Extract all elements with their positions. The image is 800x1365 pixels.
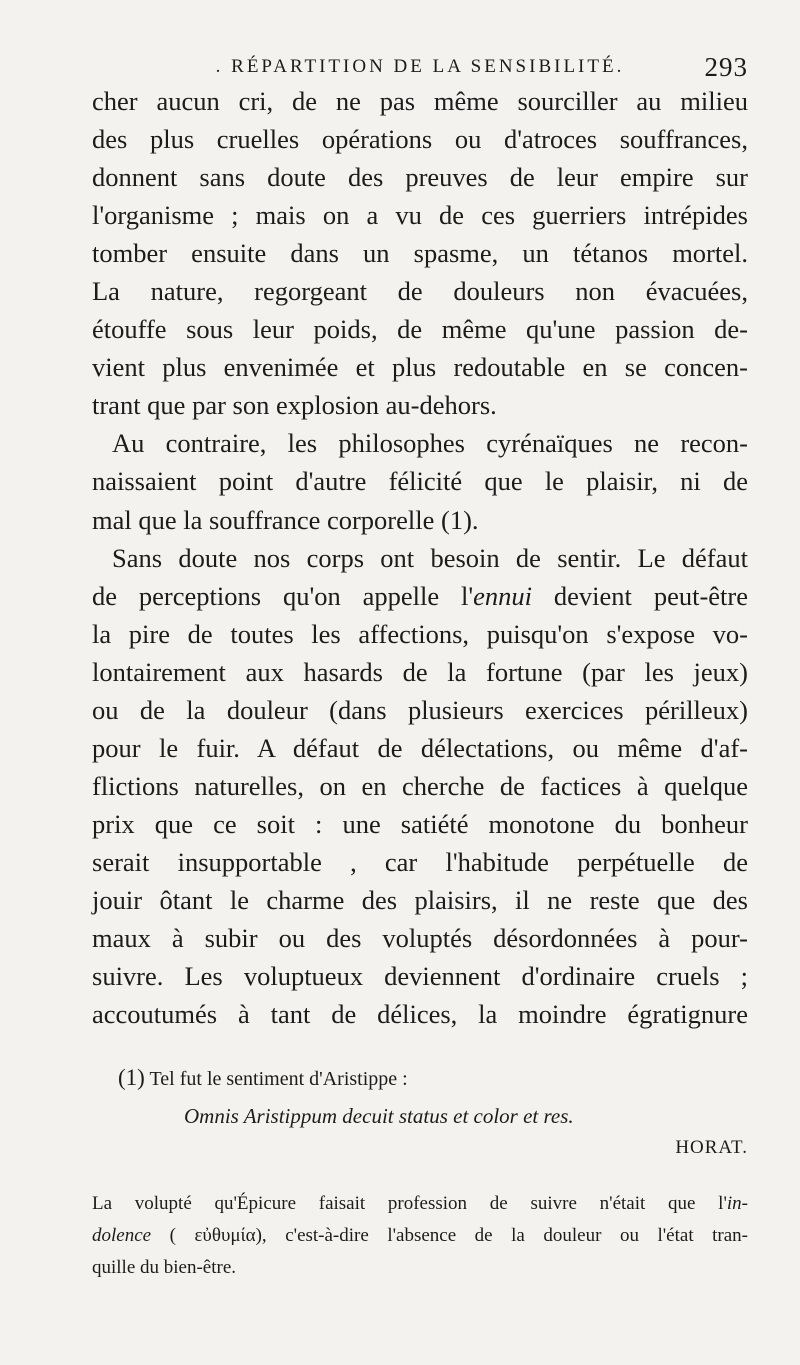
- italic-word: ennui: [473, 580, 533, 611]
- footnote-line: quille du bien-être.: [92, 1257, 237, 1278]
- text-line: l'organisme ; mais on a vu de ces guerriers intrépides: [92, 200, 748, 231]
- italic-word: dolence: [92, 1225, 152, 1246]
- footnotes: [92, 1062, 748, 1284]
- text-fragment: devient peut-être: [532, 580, 748, 611]
- text-line: suivre. Les voluptueux deviennent d'ordinaire cruels ;: [92, 961, 748, 992]
- footnote-line: [92, 1188, 748, 1220]
- text-fragment: de perceptions qu'on appelle l': [92, 580, 474, 611]
- text-line: maux à subir ou des voluptés désordonnées à pour-: [92, 923, 748, 954]
- italic-word: in-: [726, 1193, 748, 1214]
- text-line: serait insupportable , car l'habitude perpétuelle de: [92, 846, 748, 877]
- text-fragment: La volupté qu'Épicure faisait profession de suivre n'était que l': [92, 1193, 727, 1214]
- text-line: naissaient point d'autre félicité que le plaisir, ni de: [92, 466, 748, 497]
- footnote-marker: (1): [118, 1065, 145, 1090]
- text-line: accoutumés à tant de délices, la moindre égratignure: [92, 999, 748, 1030]
- text-line: mal que la souffrance corporelle (1).: [92, 504, 479, 535]
- page-number: 293: [704, 52, 748, 82]
- footnote-quote: Omnis Aristippum decuit status et color et res.: [184, 1104, 574, 1128]
- text-line: ou de la douleur (dans plusieurs exercices périlleux): [92, 694, 748, 725]
- body-text: [92, 82, 748, 1033]
- text-line: lontairement aux hasards de la fortune (par les jeux): [92, 656, 748, 687]
- text-line: cher aucun cri, de ne pas même sourciller au milieu: [92, 86, 748, 116]
- running-head: [92, 52, 748, 82]
- text-line: prix que ce soit : une satiété monotone du bonheur: [92, 808, 748, 839]
- text-line: jouir ôtant le charme des plaisirs, il ne reste que des: [92, 884, 748, 915]
- footnote-line: [92, 1220, 748, 1252]
- text-line: pour le fuir. A défaut de délectations, ou même d'af-: [92, 732, 748, 763]
- text-line: Au contraire, les philosophes cyrénaïques ne recon-: [112, 428, 748, 459]
- text-line: vient plus envenimée et plus redoutable en se concen-: [92, 352, 748, 383]
- footnote-lead: [92, 1062, 748, 1094]
- text-line: la pire de toutes les affections, puisqu'on s'expose vo-: [92, 618, 748, 649]
- text-line: tomber ensuite dans un spasme, un tétanos mortel.: [92, 238, 748, 269]
- footnote-lead-text: Tel fut le sentiment d'Aristippe :: [149, 1068, 408, 1090]
- text-line: des plus cruelles opérations ou d'atroces souffrances,: [92, 124, 748, 155]
- text-fragment: ( εὐθυμία), c'est-à-dire l'absence de la douleur ou l'état tran-: [151, 1225, 748, 1246]
- text-line: étouffe sous leur poids, de même qu'une passion de-: [92, 314, 748, 345]
- running-title: . RÉPARTITION DE LA SENSIBILITÉ.: [215, 56, 625, 77]
- text-line: Sans doute nos corps ont besoin de sentir. Le défaut: [112, 542, 748, 573]
- text-line: donnent sans doute des preuves de leur empire sur: [92, 162, 748, 193]
- footnote-author: HORAT.: [675, 1137, 748, 1158]
- text-line: La nature, regorgeant de douleurs non évacuées,: [92, 276, 748, 307]
- footnote-paragraph: [92, 1188, 748, 1284]
- text-line: [92, 577, 748, 615]
- text-line: trant que par son explosion au-dehors.: [92, 390, 497, 421]
- text-line: flictions naturelles, on en cherche de factices à quelque: [92, 770, 748, 801]
